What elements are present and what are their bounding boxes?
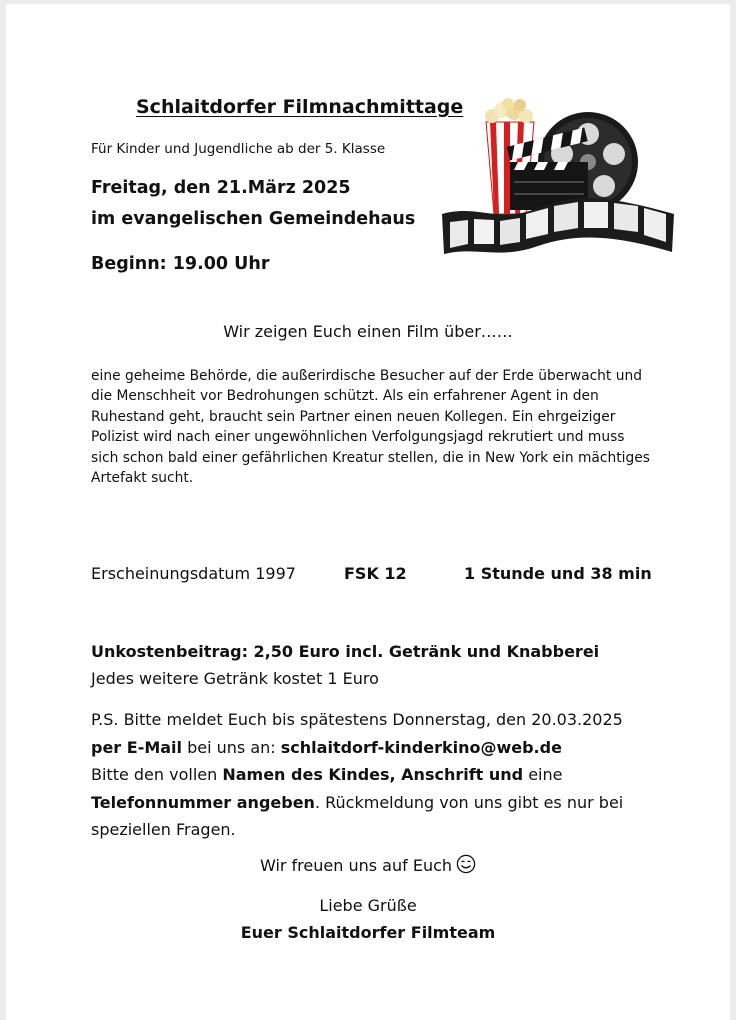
signup-line: P.S. Bitte meldet Euch bis spätestens Donnerstag, den 20.03.2025	[91, 710, 623, 729]
signup-info	[91, 706, 691, 844]
closing-thanks	[6, 854, 730, 875]
description-line: sich schon bald einer gefährlichen Kreatur stellen, die in New York ein mächtiges	[91, 449, 650, 466]
event-start-time: Beginn: 19.00 Uhr	[91, 254, 270, 274]
required-info: Namen des Kindes, Anschrift und	[222, 765, 524, 784]
signup-line: speziellen Fragen.	[91, 820, 236, 839]
age-rating: FSK 12	[344, 564, 407, 583]
smiling-face-icon	[456, 854, 476, 874]
release-date: Erscheinungsdatum 1997	[91, 564, 296, 583]
film-intro: Wir zeigen Euch einen Film über……	[223, 322, 513, 341]
closing-greeting: Liebe Grüße	[319, 896, 417, 915]
popcorn-film-reel-clapperboard-icon	[438, 96, 678, 262]
description-line: eine geheime Behörde, die außerirdische Besucher auf der Erde überwacht und	[91, 368, 642, 384]
cost-fee: Unkostenbeitrag: 2,50 Euro incl. Getränk und Knabberei	[91, 642, 600, 661]
signup-text: . Rückmeldung von uns gibt es nur bei	[314, 792, 624, 812]
description-line: die Menschheit vor Bedrohungen schützt. Als ein erfahrener Agent in den	[91, 388, 599, 405]
signup-text: Bitte den vollen	[91, 765, 223, 784]
phone-required: Telefonnummer angeben	[91, 792, 315, 812]
extra-drink-price: Jedes weitere Getränk kostet 1 Euro	[91, 669, 379, 688]
page-title: Schlaitdorfer Filmnachmittage	[136, 96, 464, 118]
event-date: Freitag, den 21.März 2025	[91, 178, 351, 198]
thanks-text: Wir freuen uns auf Euch	[259, 856, 453, 875]
signup-text: eine	[523, 765, 563, 784]
description-line: Ruhestand geht, braucht sein Partner einen neuen Kollegen. Ein ehrgeiziger	[91, 408, 616, 425]
flyer-page	[6, 4, 730, 1020]
description-line: Polizist wird nach einer ungewöhnlichen Verfolgungsjagd rekrutiert und muss	[91, 429, 625, 446]
film-description	[91, 366, 651, 488]
description-line: Artefakt sucht.	[91, 470, 194, 487]
contact-email[interactable]: schlaitdorf-kinderkino@web.de	[280, 737, 562, 757]
film-duration: 1 Stunde und 38 min	[464, 564, 652, 583]
email-method: per E-Mail	[91, 737, 183, 757]
signup-line	[91, 734, 691, 762]
closing-signature: Euer Schlaitdorfer Filmteam	[240, 923, 496, 942]
signup-line	[91, 789, 691, 817]
event-venue: im evangelischen Gemeindehaus	[91, 209, 416, 229]
signup-text: bei uns an:	[182, 737, 281, 757]
signup-line	[91, 761, 691, 789]
audience-subtitle: Für Kinder und Jugendliche ab der 5. Klasse	[91, 141, 386, 157]
